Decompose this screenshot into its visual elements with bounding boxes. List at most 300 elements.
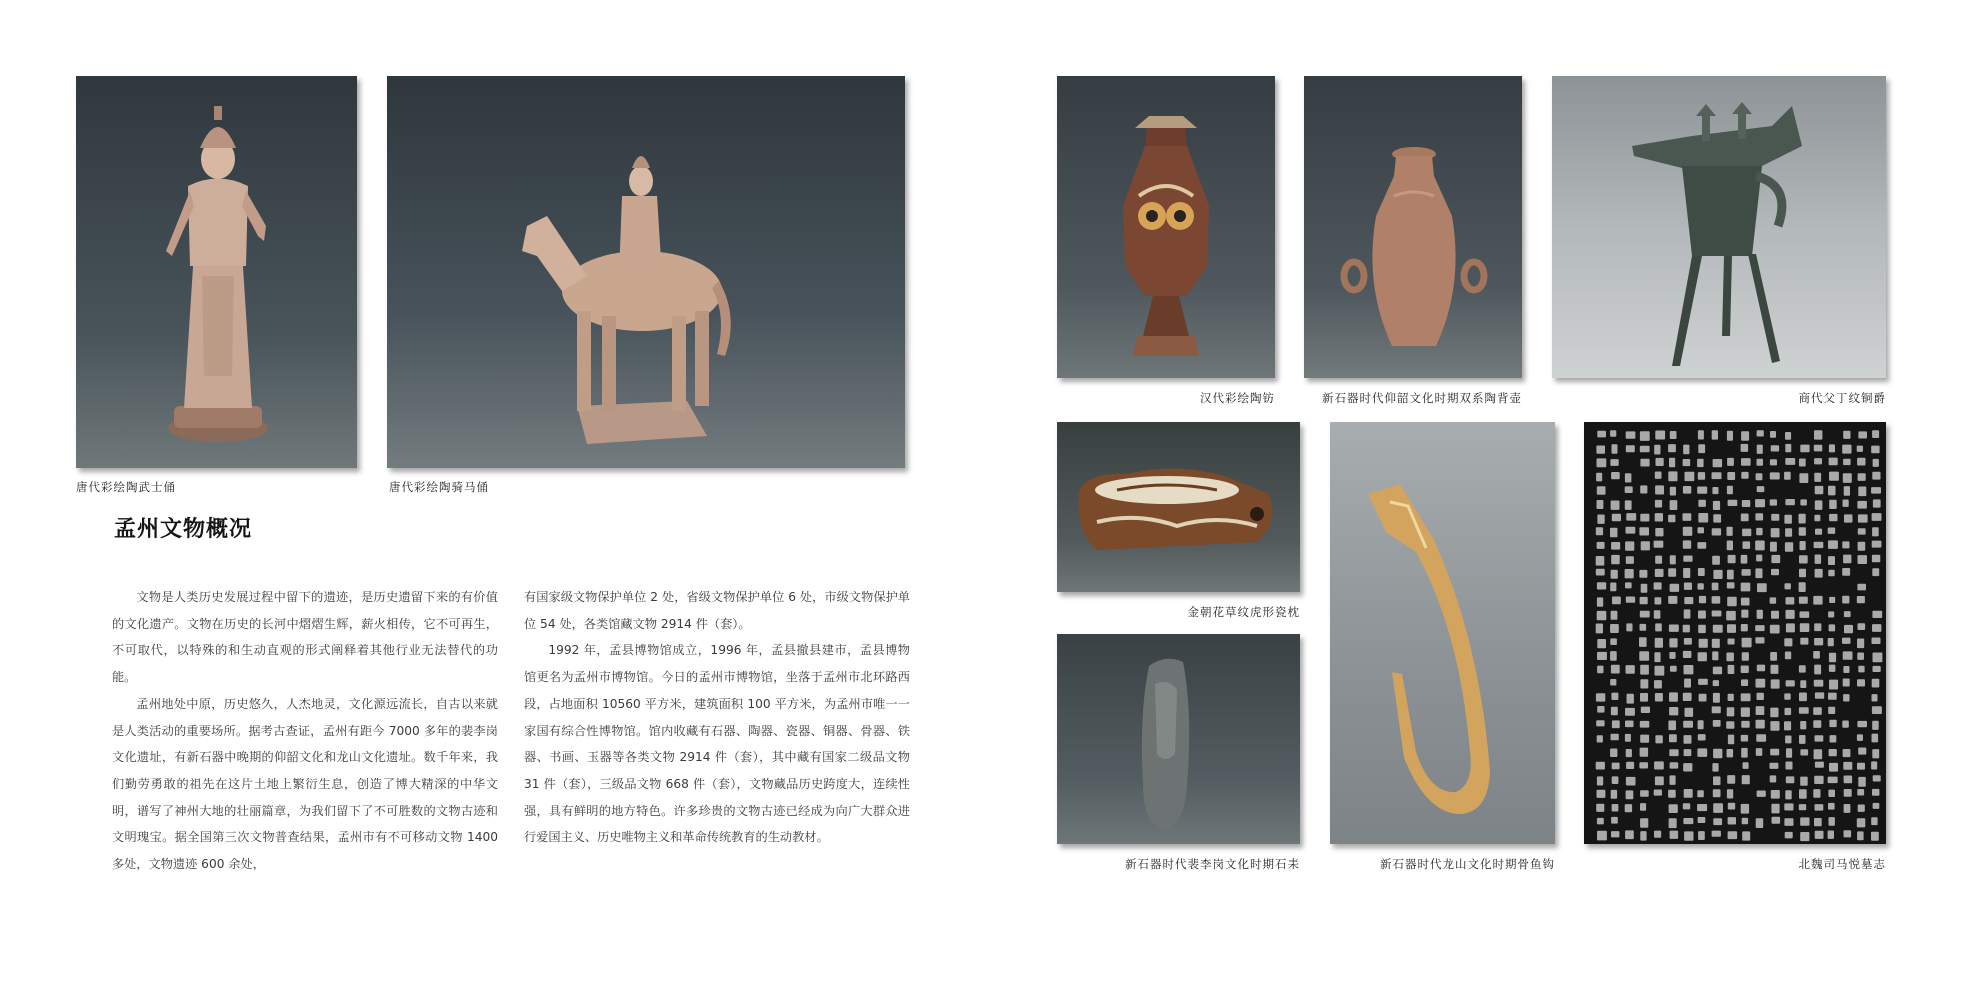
- rubbing-mark: [1713, 570, 1722, 579]
- rubbing-mark: [1611, 501, 1620, 510]
- rubbing-mark: [1741, 804, 1749, 814]
- rubbing-mark: [1786, 680, 1795, 686]
- photo-tang-horse-rider-figurine: [387, 76, 905, 468]
- rubbing-mark: [1741, 514, 1749, 522]
- rubbing-mark: [1872, 541, 1882, 548]
- rubbing-mark: [1815, 555, 1822, 564]
- rubbing-mark: [1858, 623, 1866, 630]
- rubbing-mark: [1843, 666, 1849, 673]
- rubbing-mark: [1843, 500, 1849, 507]
- rubbing-mark: [1799, 735, 1806, 744]
- rubbing-mark: [1857, 653, 1864, 660]
- rubbing-mark: [1830, 735, 1837, 742]
- rubbing-mark: [1742, 638, 1752, 648]
- rubbing-mark: [1842, 568, 1850, 576]
- rubbing-mark: [1698, 568, 1705, 576]
- rubbing-mark: [1684, 597, 1693, 604]
- rubbing-mark: [1815, 735, 1824, 741]
- rubbing-mark: [1829, 653, 1836, 663]
- rubbing-mark: [1857, 818, 1866, 827]
- rubbing-mark: [1741, 598, 1750, 606]
- rubbing-mark: [1669, 804, 1678, 813]
- rubbing-mark: [1626, 790, 1634, 799]
- rubbing-mark: [1698, 472, 1705, 480]
- rubbing-mark: [1597, 735, 1603, 742]
- rubbing-mark: [1597, 597, 1603, 606]
- rubbing-mark: [1639, 570, 1647, 578]
- rubbing-mark: [1727, 527, 1733, 536]
- rubbing-mark: [1641, 541, 1650, 550]
- rubbing-mark: [1873, 803, 1880, 809]
- rubbing-mark: [1669, 638, 1677, 647]
- rubbing-mark: [1669, 707, 1678, 715]
- rubbing-mark: [1641, 584, 1648, 593]
- rubbing-mark: [1640, 679, 1648, 688]
- rubbing-mark: [1800, 749, 1808, 755]
- caption-shang-jue: 商代父丁纹铜爵: [1798, 391, 1886, 405]
- rubbing-mark: [1770, 597, 1777, 603]
- rubbing-mark: [1625, 486, 1633, 493]
- rubbing-mark: [1684, 735, 1692, 744]
- rubbing-mark: [1770, 763, 1779, 769]
- rubbing-mark: [1640, 459, 1649, 467]
- rubbing-mark: [1683, 568, 1690, 578]
- rubbing-mark: [1625, 541, 1634, 550]
- rubbing-mark: [1728, 694, 1734, 701]
- rubbing-mark: [1799, 582, 1806, 592]
- rubbing-mark: [1756, 720, 1765, 729]
- rubbing-mark: [1858, 473, 1866, 481]
- rubbing-mark: [1683, 721, 1693, 728]
- rubbing-mark: [1741, 583, 1751, 592]
- rubbing-mark: [1727, 624, 1736, 633]
- rubbing-mark: [1611, 611, 1618, 620]
- rubbing-mark: [1612, 804, 1619, 812]
- rubbing-mark: [1771, 790, 1780, 799]
- rubbing-mark: [1756, 679, 1766, 688]
- rubbing-mark: [1728, 639, 1735, 645]
- rubbing-mark: [1814, 542, 1824, 548]
- rubbing-mark: [1799, 555, 1808, 563]
- rubbing-mark: [1813, 596, 1822, 605]
- rubbing-mark: [1814, 473, 1821, 482]
- rubbing-mark: [1611, 707, 1618, 716]
- body-column-right: [524, 584, 910, 851]
- caption-tang-horse-rider: 唐代彩绘陶骑马俑: [389, 480, 489, 494]
- rubbing-mark: [1669, 458, 1675, 468]
- rubbing-mark: [1655, 569, 1664, 577]
- rubbing-mark: [1713, 749, 1722, 759]
- rubbing-mark: [1655, 431, 1665, 440]
- rubbing-mark: [1655, 735, 1662, 743]
- rubbing-mark: [1858, 805, 1865, 812]
- rubbing-mark: [1597, 611, 1607, 620]
- rubbing-mark: [1872, 611, 1882, 618]
- caption-jin-pillow: 金朝花草纹虎形瓷枕: [1187, 605, 1300, 619]
- rubbing-mark: [1712, 487, 1718, 494]
- rubbing-mark: [1843, 459, 1851, 465]
- rubbing-mark: [1698, 817, 1706, 823]
- rubbing-mark: [1800, 817, 1809, 825]
- rubbing-mark: [1727, 775, 1735, 784]
- rubbing-mark: [1610, 679, 1616, 686]
- rubbing-mark: [1655, 513, 1663, 521]
- rubbing-mark: [1639, 651, 1649, 661]
- rubbing-mark: [1785, 499, 1795, 505]
- rubbing-mark: [1872, 430, 1879, 438]
- rubbing-mark: [1626, 777, 1636, 786]
- rubbing-mark: [1683, 693, 1692, 701]
- rubbing-mark: [1683, 763, 1692, 771]
- rubbing-mark: [1858, 528, 1866, 534]
- rubbing-mark: [1698, 720, 1704, 729]
- rubbing-mark: [1610, 624, 1619, 633]
- rubbing-mark: [1697, 542, 1706, 549]
- rubbing-mark: [1757, 445, 1763, 454]
- rubbing-mark: [1728, 803, 1735, 810]
- rubbing-mark: [1844, 514, 1853, 522]
- rubbing-mark: [1655, 528, 1663, 536]
- rubbing-mark: [1742, 831, 1750, 840]
- caption-han-fang: 汉代彩绘陶钫: [1200, 391, 1275, 405]
- rubbing-mark: [1597, 818, 1604, 825]
- rubbing-mark: [1872, 555, 1880, 563]
- rubbing-mark: [1728, 831, 1738, 839]
- rubbing-mark: [1784, 721, 1791, 730]
- epitaph-rubbing-graphic: [1584, 422, 1886, 844]
- rubbing-mark: [1713, 818, 1722, 825]
- caption-neolithic-stone: 新石器时代裴李岗文化时期石耒: [1125, 857, 1300, 871]
- rubbing-mark: [1596, 446, 1605, 454]
- rubbing-mark: [1741, 748, 1748, 758]
- rubbing-mark: [1670, 762, 1679, 768]
- rubbing-mark: [1755, 637, 1764, 643]
- rubbing-mark: [1800, 721, 1806, 729]
- rubbing-mark: [1757, 665, 1765, 672]
- rubbing-mark: [1813, 720, 1821, 728]
- rubbing-mark: [1655, 500, 1662, 508]
- rubbing-mark: [1757, 693, 1764, 700]
- rubbing-mark: [1610, 749, 1617, 758]
- rubbing-mark: [1713, 776, 1721, 785]
- rubbing-mark: [1727, 597, 1737, 607]
- rubbing-mark: [1626, 431, 1636, 438]
- rubbing-mark: [1757, 791, 1766, 797]
- rubbing-mark: [1684, 665, 1694, 674]
- rubbing-mark: [1828, 707, 1835, 714]
- rubbing-mark: [1654, 790, 1662, 796]
- rubbing-mark: [1786, 776, 1795, 783]
- rubbing-mark: [1669, 652, 1675, 659]
- rubbing-mark: [1872, 789, 1879, 796]
- rubbing-mark: [1698, 500, 1706, 507]
- rubbing-mark: [1784, 515, 1792, 524]
- rubbing-mark: [1742, 529, 1751, 537]
- rubbing-mark: [1655, 638, 1663, 648]
- rubbing-mark: [1828, 790, 1835, 797]
- rubbing-mark: [1612, 763, 1620, 770]
- rubbing-mark: [1756, 706, 1765, 715]
- rubbing-mark: [1799, 459, 1806, 467]
- rubbing-mark: [1640, 446, 1650, 453]
- rubbing-mark: [1727, 789, 1733, 798]
- rubbing-mark: [1872, 472, 1880, 480]
- rubbing-mark: [1596, 473, 1602, 482]
- rubbing-mark: [1786, 623, 1795, 632]
- rubbing-mark: [1668, 471, 1677, 481]
- rubbing-mark: [1755, 625, 1764, 631]
- rubbing-mark: [1683, 556, 1692, 562]
- rubbing-mark: [1683, 513, 1692, 521]
- rubbing-mark: [1799, 707, 1809, 713]
- rubbing-mark: [1654, 445, 1660, 455]
- rubbing-mark: [1612, 776, 1619, 784]
- rubbing-mark: [1799, 569, 1806, 578]
- rubbing-mark: [1799, 804, 1806, 810]
- rubbing-mark: [1597, 831, 1607, 841]
- rubbing-mark: [1770, 472, 1780, 479]
- rubbing-mark: [1800, 611, 1810, 618]
- rubbing-mark: [1785, 708, 1792, 715]
- rubbing-mark: [1844, 804, 1851, 813]
- rubbing-mark: [1785, 790, 1791, 799]
- rubbing-mark: [1814, 665, 1821, 675]
- rubbing-mark: [1683, 527, 1693, 536]
- rubbing-mark: [1699, 694, 1707, 702]
- rubbing-mark: [1857, 584, 1866, 591]
- rubbing-mark: [1698, 583, 1704, 589]
- rubbing-mark: [1712, 583, 1719, 591]
- rubbing-mark: [1771, 514, 1779, 521]
- rubbing-mark: [1814, 818, 1822, 826]
- rubbing-mark: [1771, 665, 1779, 674]
- rubbing-mark: [1785, 458, 1795, 465]
- rubbing-mark: [1685, 708, 1694, 717]
- rubbing-mark: [1871, 832, 1879, 841]
- rubbing-mark: [1844, 611, 1851, 617]
- rubbing-mark: [1626, 513, 1636, 521]
- rubbing-mark: [1829, 665, 1836, 672]
- rubbing-mark: [1741, 693, 1751, 701]
- rubbing-mark: [1611, 570, 1618, 579]
- rubbing-mark: [1844, 830, 1852, 837]
- rubbing-mark: [1743, 762, 1749, 769]
- rubbing-mark: [1873, 459, 1879, 467]
- rubbing-mark: [1814, 680, 1824, 687]
- rubbing-mark: [1655, 485, 1664, 494]
- rubbing-mark: [1726, 721, 1734, 728]
- rubbing-mark: [1872, 568, 1879, 576]
- rubbing-mark: [1770, 652, 1777, 661]
- rubbing-mark: [1857, 501, 1867, 509]
- rubbing-mark: [1612, 444, 1618, 453]
- rubbing-mark: [1612, 597, 1621, 605]
- rubbing-mark: [1828, 528, 1836, 534]
- rubbing-mark: [1857, 721, 1867, 727]
- rubbing-mark: [1872, 694, 1878, 701]
- rubbing-mark: [1728, 665, 1735, 674]
- rubbing-mark: [1670, 831, 1679, 839]
- rubbing-mark: [1625, 830, 1634, 839]
- rubbing-mark: [1640, 514, 1649, 522]
- rubbing-mark: [1829, 597, 1835, 603]
- rubbing-mark: [1683, 625, 1690, 633]
- rubbing-mark: [1670, 584, 1680, 592]
- rubbing-mark: [1670, 775, 1676, 785]
- rubbing-mark: [1757, 583, 1767, 592]
- rubbing-mark: [1800, 499, 1807, 505]
- rubbing-mark: [1669, 818, 1677, 828]
- rubbing-mark: [1596, 527, 1603, 535]
- rubbing-mark: [1611, 555, 1620, 564]
- rubbing-mark: [1640, 597, 1648, 604]
- rubbing-mark: [1698, 679, 1708, 685]
- rubbing-mark: [1655, 776, 1664, 785]
- rubbing-mark: [1669, 625, 1679, 632]
- rubbing-mark: [1800, 638, 1808, 645]
- rubbing-mark: [1698, 625, 1706, 633]
- rubbing-mark: [1843, 762, 1852, 770]
- rubbing-mark: [1712, 430, 1718, 439]
- caption-northern-wei-epitaph: 北魏司马悦墓志: [1798, 857, 1886, 871]
- rubbing-mark: [1828, 831, 1834, 839]
- rubbing-mark: [1640, 431, 1650, 441]
- rubbing-mark: [1713, 501, 1720, 510]
- rubbing-mark: [1872, 734, 1879, 743]
- rubbing-mark: [1640, 790, 1649, 797]
- rubbing-mark: [1683, 818, 1693, 824]
- rubbing-mark: [1713, 514, 1721, 522]
- rubbing-mark: [1858, 514, 1868, 522]
- rubbing-mark: [1756, 748, 1763, 756]
- rubbing-mark: [1626, 597, 1635, 603]
- rubbing-mark: [1654, 761, 1664, 769]
- rubbing-mark: [1857, 734, 1863, 741]
- rubbing-mark: [1829, 444, 1835, 452]
- rubbing-mark: [1640, 735, 1649, 743]
- rubbing-mark: [1597, 776, 1603, 785]
- rubbing-mark: [1785, 832, 1793, 839]
- rubbing-mark: [1697, 804, 1707, 811]
- rubbing-mark: [1843, 431, 1850, 439]
- rubbing-mark: [1842, 445, 1851, 454]
- rubbing-mark: [1813, 707, 1822, 715]
- rubbing-mark: [1611, 693, 1618, 700]
- rubbing-mark: [1713, 680, 1719, 686]
- rubbing-mark: [1842, 596, 1849, 604]
- rubbing-mark: [1698, 611, 1706, 619]
- rubbing-mark: [1712, 556, 1720, 565]
- rubbing-mark: [1785, 444, 1791, 452]
- rubbing-mark: [1800, 832, 1809, 841]
- rubbing-mark: [1640, 748, 1649, 757]
- rubbing-mark: [1684, 638, 1692, 645]
- rubbing-mark: [1611, 472, 1620, 479]
- rubbing-mark: [1843, 694, 1849, 701]
- rubbing-mark: [1858, 542, 1866, 551]
- rubbing-mark: [1727, 486, 1733, 495]
- rubbing-mark: [1799, 527, 1806, 536]
- rubbing-mark: [1684, 583, 1692, 590]
- rubbing-mark: [1741, 624, 1748, 631]
- rubbing-mark: [1712, 596, 1721, 604]
- rubbing-mark: [1597, 515, 1604, 524]
- rubbing-mark: [1741, 431, 1749, 441]
- rubbing-mark: [1699, 596, 1706, 603]
- rubbing-mark: [1829, 514, 1837, 521]
- rubbing-mark: [1640, 831, 1646, 841]
- rubbing-mark: [1683, 459, 1691, 466]
- rubbing-mark: [1756, 528, 1762, 535]
- rubbing-mark: [1597, 706, 1604, 713]
- rubbing-mark: [1713, 803, 1723, 813]
- rubbing-mark: [1596, 762, 1605, 770]
- rubbing-mark: [1872, 624, 1881, 632]
- rubbing-mark: [1814, 623, 1821, 631]
- rubbing-mark: [1684, 789, 1693, 798]
- rubbing-mark: [1756, 818, 1764, 828]
- rubbing-mark: [1829, 472, 1839, 481]
- rubbing-mark: [1814, 776, 1823, 784]
- rubbing-mark: [1698, 513, 1708, 523]
- photo-longshan-bone-fishhook: [1330, 422, 1555, 844]
- rubbing-mark: [1640, 611, 1650, 618]
- rubbing-mark: [1626, 556, 1634, 564]
- rubbing-mark: [1828, 803, 1835, 810]
- rubbing-mark: [1712, 763, 1718, 772]
- rubbing-mark: [1726, 653, 1734, 662]
- rubbing-mark: [1596, 569, 1605, 576]
- rubbing-mark: [1756, 473, 1763, 480]
- rubbing-mark: [1771, 569, 1779, 575]
- rubbing-mark: [1857, 831, 1864, 840]
- rubbing-mark: [1625, 500, 1632, 510]
- rubbing-mark: [1698, 831, 1705, 840]
- rubbing-mark: [1597, 639, 1606, 648]
- rubbing-mark: [1755, 499, 1765, 507]
- rubbing-mark: [1611, 831, 1619, 837]
- rubbing-mark: [1741, 458, 1751, 466]
- rubbing-mark: [1828, 570, 1834, 577]
- rubbing-mark: [1610, 583, 1616, 592]
- rubbing-mark: [1669, 749, 1678, 756]
- rubbing-mark: [1611, 665, 1620, 674]
- rubbing-mark: [1770, 542, 1777, 552]
- rubbing-mark: [1844, 486, 1850, 496]
- rubbing-mark: [1625, 734, 1631, 742]
- rubbing-mark: [1625, 721, 1634, 728]
- rubbing-mark: [1656, 458, 1664, 466]
- rubbing-mark: [1843, 651, 1853, 659]
- rubbing-mark: [1727, 472, 1735, 480]
- rubbing-mark: [1685, 472, 1695, 481]
- rubbing-mark: [1697, 487, 1707, 494]
- rubbing-mark: [1597, 500, 1604, 509]
- rubbing-mark: [1743, 541, 1751, 549]
- rubbing-mark: [1858, 777, 1866, 787]
- rubbing-mark: [1640, 818, 1648, 828]
- rubbing-mark: [1771, 555, 1780, 563]
- rubbing-mark: [1871, 446, 1879, 454]
- rubbing-mark: [1871, 487, 1881, 494]
- rubbing-mark: [1872, 706, 1882, 714]
- rubbing-mark: [1829, 763, 1838, 772]
- rubbing-mark: [1597, 790, 1606, 798]
- rubbing-mark: [1597, 666, 1603, 674]
- rubbing-mark: [1742, 500, 1751, 507]
- rubbing-mark: [1654, 541, 1664, 548]
- rubbing-mark: [1727, 570, 1734, 580]
